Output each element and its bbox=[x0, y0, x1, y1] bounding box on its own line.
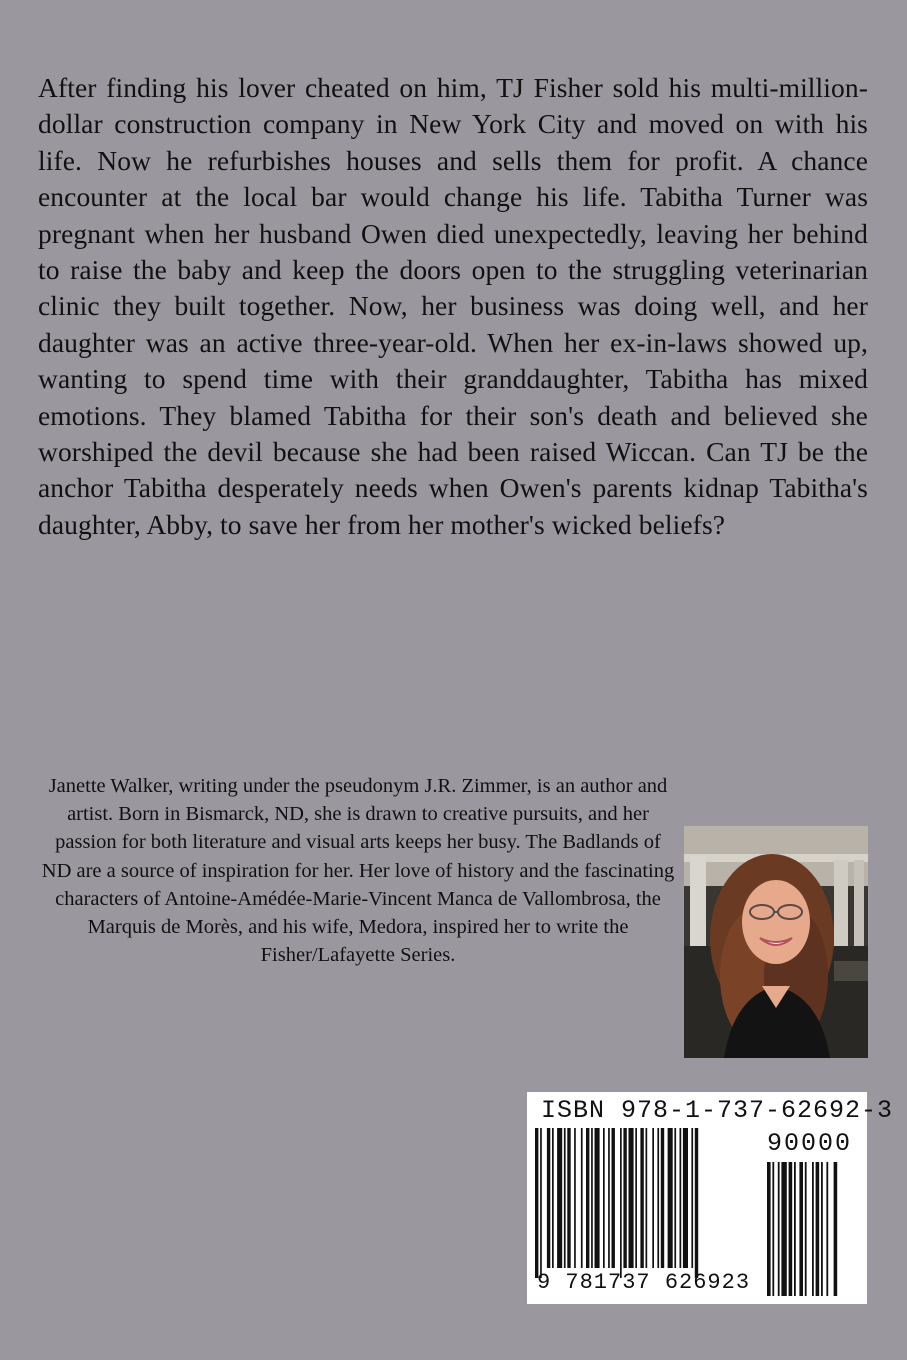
barcode-bar bbox=[612, 1128, 615, 1268]
addon-bar bbox=[767, 1162, 771, 1296]
addon-bar bbox=[826, 1162, 828, 1296]
barcode-bar bbox=[691, 1128, 693, 1268]
addon-bar bbox=[812, 1162, 814, 1296]
barcode-bar bbox=[567, 1128, 570, 1268]
barcode-bar bbox=[540, 1128, 542, 1278]
addon-bar bbox=[805, 1162, 807, 1296]
barcode-bar bbox=[680, 1128, 682, 1268]
barcode-bar bbox=[668, 1128, 673, 1268]
barcode-bar bbox=[595, 1128, 600, 1268]
barcode-bar bbox=[652, 1128, 654, 1268]
barcode-bar bbox=[535, 1128, 538, 1278]
barcode-bar bbox=[683, 1128, 688, 1268]
addon-bar bbox=[789, 1162, 793, 1296]
addon-bar bbox=[794, 1162, 796, 1296]
barcode-bar bbox=[581, 1128, 583, 1268]
addon-bar bbox=[816, 1162, 820, 1296]
ean-digits: 9 781737 626923 bbox=[537, 1270, 751, 1295]
addon-bar bbox=[781, 1162, 786, 1296]
barcode-bar bbox=[657, 1128, 659, 1268]
barcode-bar bbox=[646, 1128, 648, 1268]
barcode-bar bbox=[695, 1128, 698, 1278]
barcode-bar bbox=[635, 1128, 637, 1268]
isbn-barcode bbox=[527, 1092, 894, 1304]
author-bio: Janette Walker, writing under the pseudonym J.R. Zimmer, is an author and artist. Born in Bismarck, ND, she is drawn to creative pursuits, and her passion for both literature and visual arts keeps her busy. The Badlands of ND are a source of inspiration for her. Her love of history and the fascinating characters of Antoine-Amédée-Marie-Vincent Manca de Vallombrosa, the Marquis de Morès, and his wife, Medora, inspired her to write the Fisher/Lafayette Series. bbox=[41, 775, 675, 967]
addon-bar bbox=[799, 1162, 803, 1296]
barcode-bar bbox=[574, 1128, 576, 1268]
addon-bar bbox=[821, 1162, 823, 1296]
author-photo bbox=[684, 826, 868, 1058]
addon-bar bbox=[772, 1162, 774, 1296]
barcode-bar bbox=[661, 1128, 664, 1268]
barcode-bar bbox=[623, 1128, 626, 1268]
isbn-label: ISBN 978-1-737-62692-3 bbox=[541, 1096, 894, 1125]
barcode-bar bbox=[586, 1128, 589, 1268]
barcode-bar bbox=[640, 1128, 643, 1268]
barcode-bar bbox=[557, 1128, 562, 1268]
barcode-bar bbox=[603, 1128, 605, 1268]
price-addon-label: 90000 bbox=[767, 1129, 853, 1158]
book-blurb: After finding his lover cheated on him, TJ Fisher sold his multi-million-dollar construction company in New York City and moved on with his life. Now he refurbishes houses and sells them for profit. A chance encounter at the local bar would change his life. Tabitha Turner was pregnant when her husband Owen died unexpectedly, leaving her behind to raise the baby and keep the doors open to the struggling veterinarian clinic they built together. Now, her business was doing well, and her daughter was an active three-year-old. When her ex-in-laws showed up, wanting to spend time with their granddaughter, Tabitha has mixed emotions. They blamed Tabitha for their son's death and believed she worshiped the devil because she had been raised Wiccan. Can TJ be the anchor Tabitha desperately needs when Owen's parents kidnap Tabitha's daughter, Abby, to save her from her mother's wicked beliefs? bbox=[38, 72, 868, 540]
barcode-bar bbox=[620, 1128, 622, 1278]
barcode-bar bbox=[564, 1128, 566, 1268]
barcode-bar bbox=[674, 1128, 676, 1268]
barcode-bar bbox=[629, 1128, 634, 1268]
barcode-bar bbox=[547, 1128, 550, 1268]
barcode-bar bbox=[552, 1128, 554, 1268]
barcode-bar bbox=[608, 1128, 610, 1268]
barcode-bar bbox=[591, 1128, 593, 1268]
addon-bar bbox=[778, 1162, 780, 1296]
addon-bar bbox=[834, 1162, 838, 1296]
